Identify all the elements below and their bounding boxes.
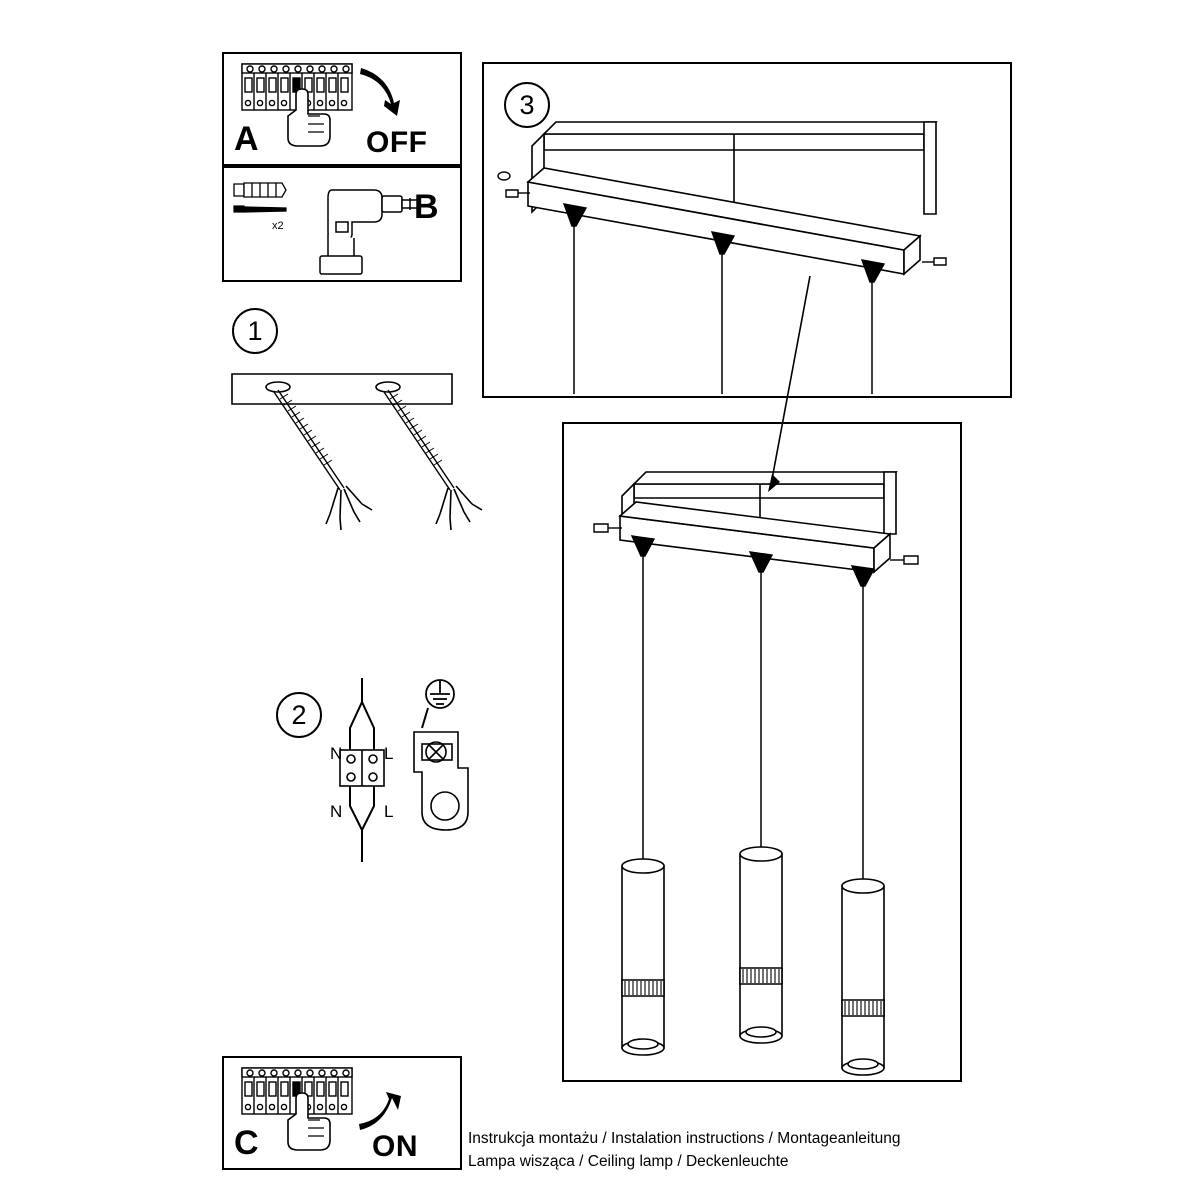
- panel-a-action: OFF: [366, 126, 428, 159]
- leader-line: [760, 268, 820, 498]
- panel-step-3: [482, 62, 1012, 398]
- step-2-graphic: [322, 672, 492, 872]
- step-1-badge: [232, 308, 278, 354]
- terminal-l-bottom: L: [384, 802, 394, 821]
- caption-title: Instrukcja montażu / Instalation instructions / Montageanleitung: [468, 1130, 901, 1147]
- caption-product: Lampa wisząca / Ceiling lamp / Deckenleuchte: [468, 1153, 789, 1170]
- step-2-number: 2: [291, 699, 307, 730]
- terminal-n-bottom: N: [330, 802, 343, 821]
- step-3-graphic: [484, 64, 1010, 396]
- panel-c-graphic: [224, 1058, 460, 1168]
- panel-b-letter: B: [414, 188, 439, 226]
- panel-b-quantity: x2: [272, 220, 284, 232]
- panel-b: [222, 166, 462, 282]
- final-product-graphic: [564, 424, 960, 1080]
- panel-final-product: [562, 422, 962, 1082]
- panel-c-action: ON: [372, 1130, 418, 1163]
- step-1-number: 1: [247, 315, 263, 346]
- panel-c: [222, 1056, 462, 1170]
- step-1-graphic: [222, 362, 502, 552]
- panel-c-letter: C: [234, 1124, 259, 1162]
- terminal-n-top: N: [330, 744, 343, 763]
- step-2-badge: [276, 692, 322, 738]
- terminal-l-top: L: [384, 744, 394, 763]
- panel-a-letter: A: [234, 120, 259, 158]
- step-3-number: 3: [519, 89, 535, 120]
- panel-a: [222, 52, 462, 166]
